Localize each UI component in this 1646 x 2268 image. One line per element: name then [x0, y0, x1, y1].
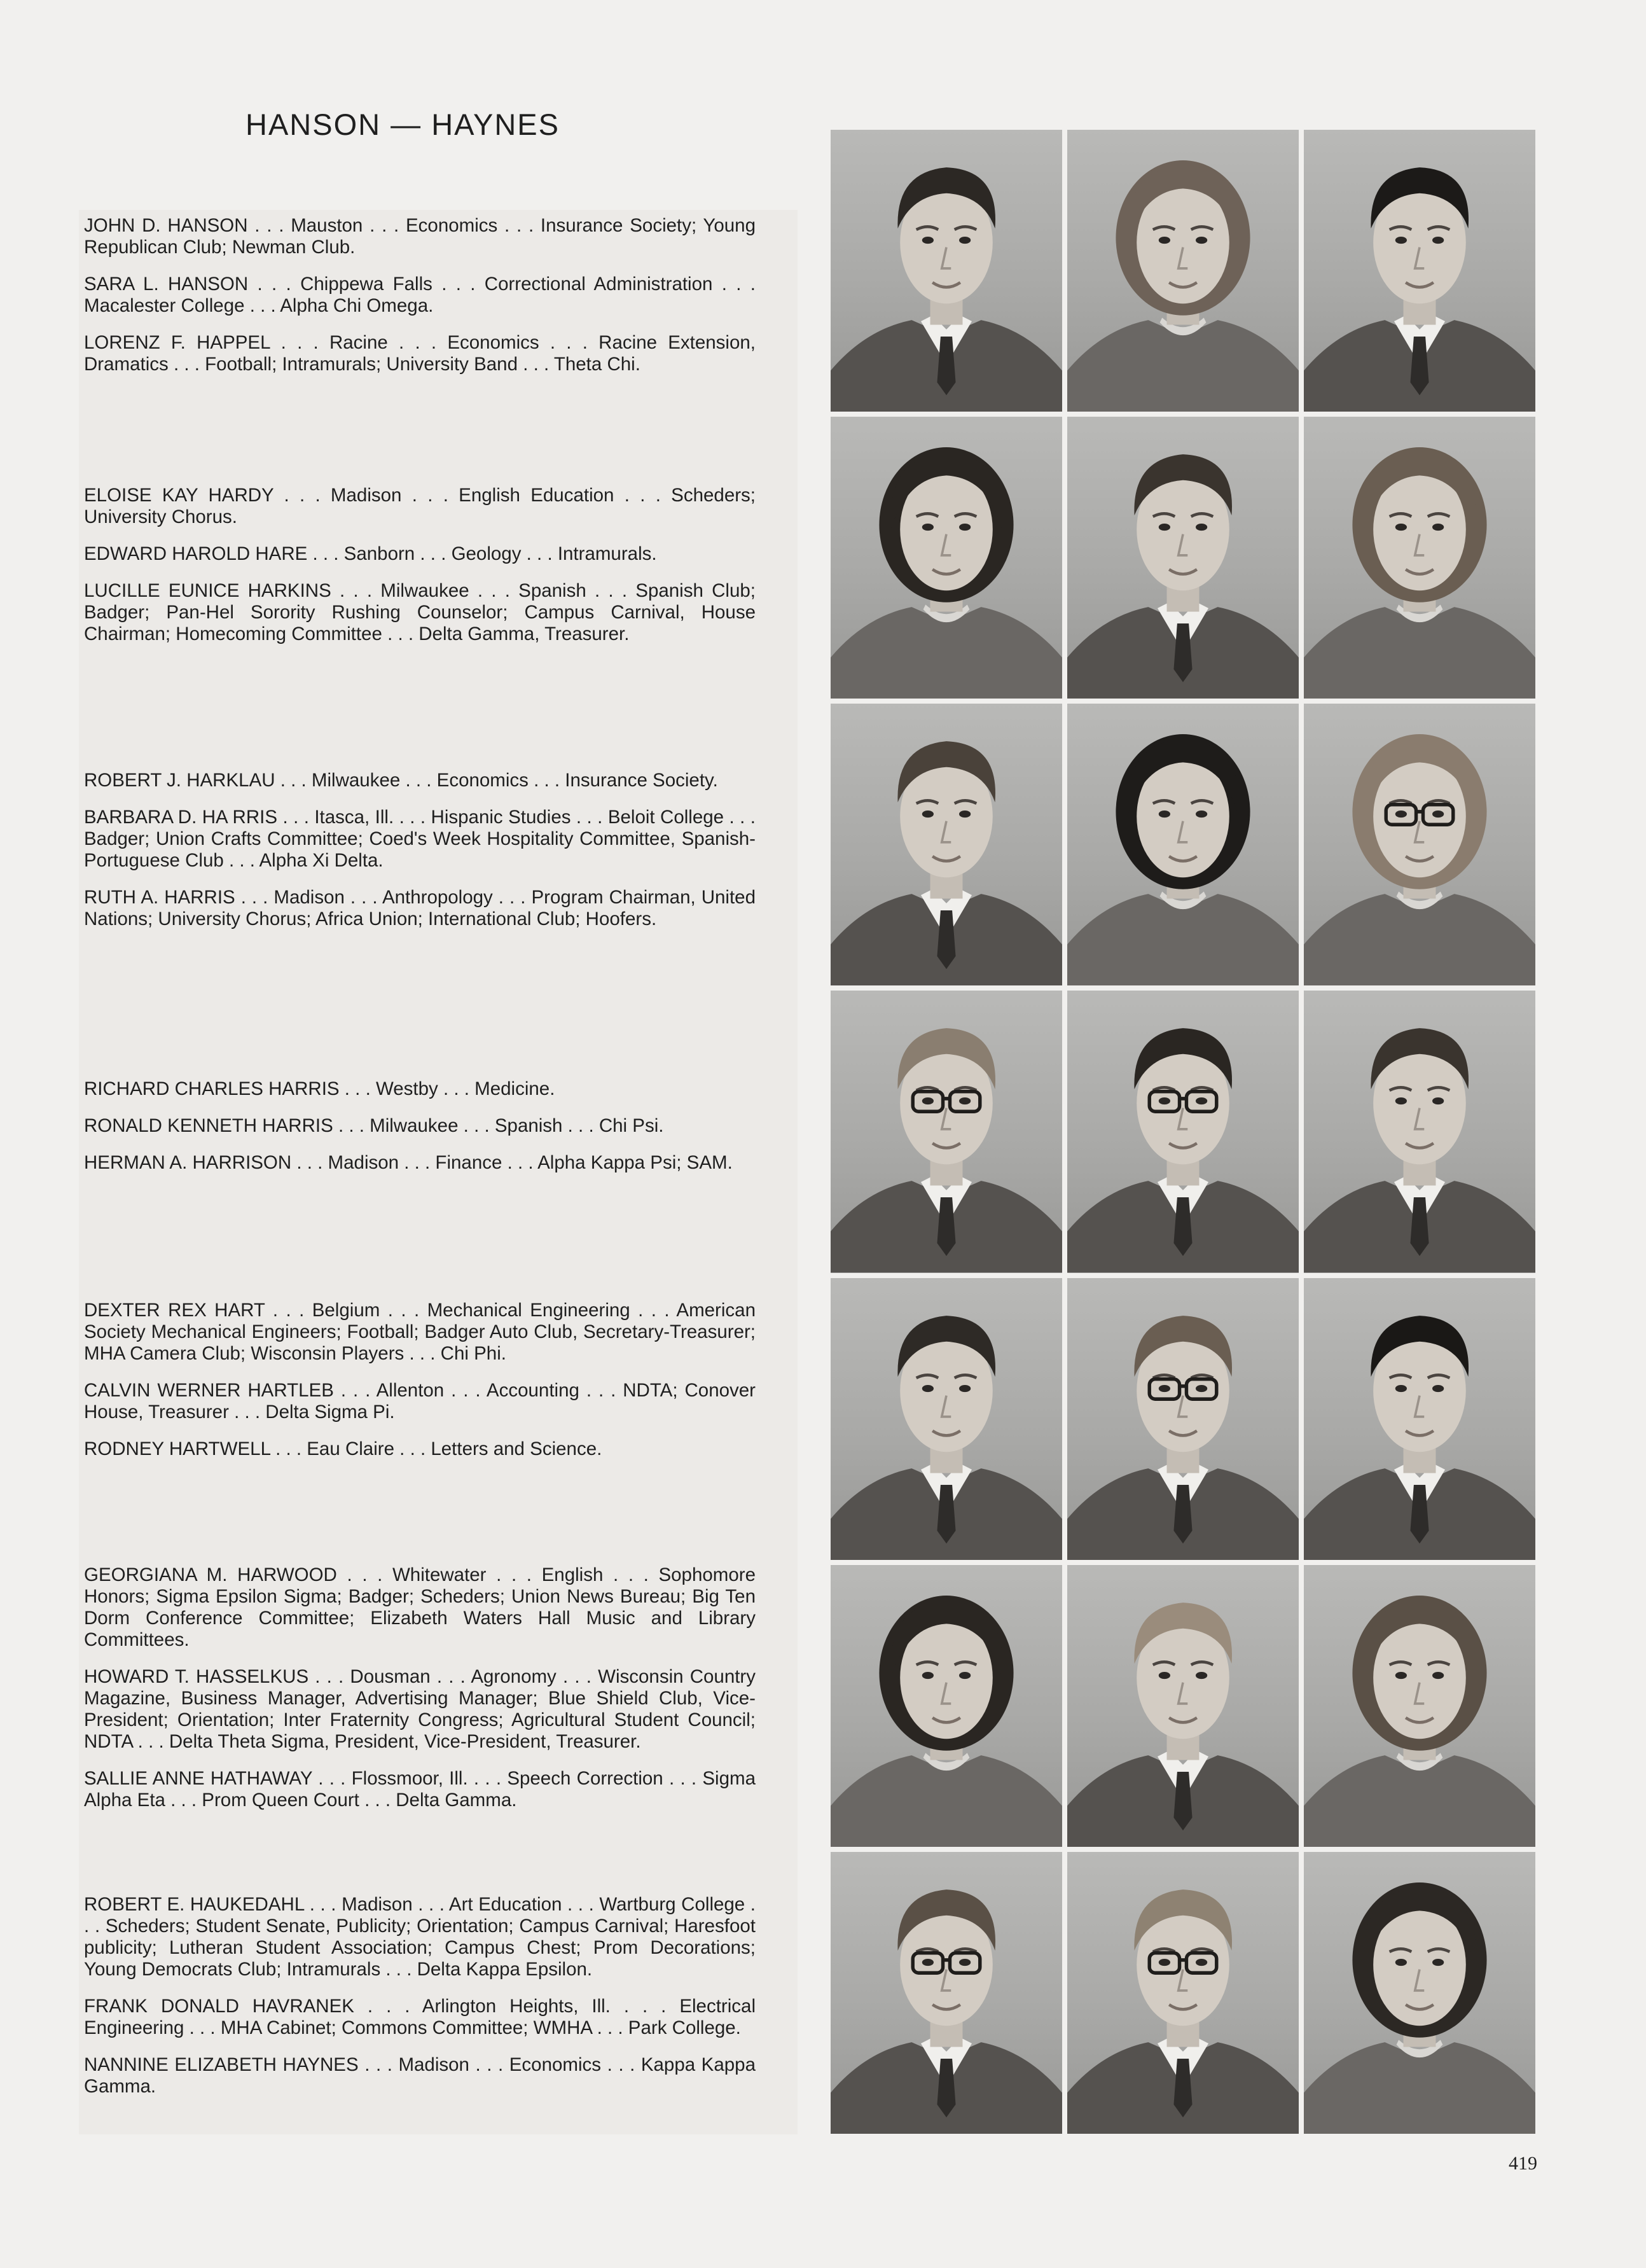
page-number: 419: [1509, 2153, 1537, 2174]
portrait-photo: [1304, 1565, 1535, 1847]
student-entry: LORENZ F. HAPPEL . . . Racine . . . Economics . . . Racine Extension, Dramatics . . . Football; Intramurals; University Band . . . Theta Chi.: [84, 332, 756, 375]
student-entry: DEXTER REX HART . . . Belgium . . . Mechanical Engineering . . . American Society Mechanical Engineers; Football; Badger Auto Club, Secretary-Treasurer; MHA Camera Club; Wisconsin Players . . . Chi Phi.: [84, 1300, 756, 1364]
portrait-photo: [1304, 991, 1535, 1272]
portrait-photo: [831, 1852, 1062, 2134]
student-entry: NANNINE ELIZABETH HAYNES . . . Madison . . . Economics . . . Kappa Kappa Gamma.: [84, 2054, 756, 2097]
portrait-photo: [1304, 417, 1535, 699]
student-entry: RUTH A. HARRIS . . . Madison . . . Anthropology . . . Program Chairman, United Nations; University Chorus; Africa Union; International Club; Hoofers.: [84, 887, 756, 929]
portrait-photo: [1067, 1852, 1299, 2134]
student-entry: LUCILLE EUNICE HARKINS . . . Milwaukee . . . Spanish . . . Spanish Club; Badger; Pan-Hel Sorority Rushing Counselor; Campus Carnival, House Chairman; Homecoming Committee . . . Delta Gamma, Treasurer.: [84, 580, 756, 644]
student-entry: HERMAN A. HARRISON . . . Madison . . . Finance . . . Alpha Kappa Psi; SAM.: [84, 1152, 733, 1173]
entry-group-2: [84, 485, 756, 660]
student-entry: SALLIE ANNE HATHAWAY . . . Flossmoor, Ill. . . . Speech Correction . . . Sigma Alpha Eta . . . Prom Queen Court . . . Delta Gamma.: [84, 1768, 756, 1811]
portrait-photo: [1304, 1278, 1535, 1560]
entry-group-6: [84, 1564, 756, 1826]
student-entry: ROBERT E. HAUKEDAHL . . . Madison . . . Art Education . . . Wartburg College . . . Scheders; Student Senate, Publicity; Orientation; Campus Carnival; Haresfoot publicity; Lutheran Student Association; Campus Chest; Prom Decorations; Young Democrats Club; Intramurals . . . Delta Kappa Epsilon.: [84, 1894, 756, 1980]
entry-group-3: [84, 770, 756, 945]
entry-group-5: [84, 1300, 756, 1475]
student-entry: JOHN D. HANSON . . . Mauston . . . Economics . . . Insurance Society; Young Republican Club; Newman Club.: [84, 215, 756, 258]
portrait-photo: [1067, 417, 1299, 699]
student-entry: BARBARA D. HA RRIS . . . Itasca, Ill. . . . Hispanic Studies . . . Beloit College . . . Badger; Union Crafts Committee; Coed's Week Hospitality Committee, Spanish-Portuguese Club . . . Alpha Xi Delta.: [84, 807, 756, 871]
student-entry: HOWARD T. HASSELKUS . . . Dousman . . . Agronomy . . . Wisconsin Country Magazine, Business Manager, Advertising Manager; Blue Shield Club, Vice-President; Orientation; Inter Fraternity Congress; Agricultural Student Council; NDTA . . . Delta Theta Sigma, President, Vice-President, Treasurer.: [84, 1666, 756, 1752]
student-entry: RONALD KENNETH HARRIS . . . Milwaukee . . . Spanish . . . Chi Psi.: [84, 1115, 664, 1136]
portrait-photo: [831, 1278, 1062, 1560]
student-entry: SARA L. HANSON . . . Chippewa Falls . . . Correctional Administration . . . Macalester College . . . Alpha Chi Omega.: [84, 274, 756, 316]
portrait-photo: [831, 1565, 1062, 1847]
portrait-photo: [1067, 991, 1299, 1272]
student-entry: RICHARD CHARLES HARRIS . . . Westby . . . Medicine.: [84, 1078, 555, 1099]
portrait-photo: [831, 991, 1062, 1272]
entry-group-4: [84, 1078, 756, 1189]
student-entry: GEORGIANA M. HARWOOD . . . Whitewater . . . English . . . Sophomore Honors; Sigma Epsilon Sigma; Badger; Scheders; Union News Bureau; Big Ten Dorm Conference Committee; Elizabeth Waters Hall Music and Library Committees.: [84, 1564, 756, 1650]
page-title: HANSON — HAYNES: [246, 108, 560, 141]
portrait-photo: [1067, 130, 1299, 412]
student-entry: ELOISE KAY HARDY . . . Madison . . . English Education . . . Scheders; University Chorus.: [84, 485, 756, 527]
entry-group-7: [84, 1894, 756, 2113]
student-entry: ROBERT J. HARKLAU . . . Milwaukee . . . Economics . . . Insurance Society.: [84, 770, 718, 791]
portrait-photo: [1067, 704, 1299, 985]
student-entry: RODNEY HARTWELL . . . Eau Claire . . . Letters and Science.: [84, 1438, 602, 1459]
portrait-photo: [1304, 704, 1535, 985]
entry-group-1: [84, 215, 756, 391]
portrait-photo: [831, 417, 1062, 699]
portrait-grid: [831, 130, 1535, 2134]
portrait-photo: [1067, 1565, 1299, 1847]
portrait-photo: [1067, 1278, 1299, 1560]
student-entry: EDWARD HAROLD HARE . . . Sanborn . . . Geology . . . Intramurals.: [84, 543, 657, 564]
portrait-photo: [1304, 1852, 1535, 2134]
student-entry: FRANK DONALD HAVRANEK . . . Arlington Heights, Ill. . . . Electrical Engineering . . . MHA Cabinet; Commons Committee; WMHA . . . Park College.: [84, 1996, 756, 2038]
portrait-photo: [1304, 130, 1535, 412]
portrait-photo: [831, 130, 1062, 412]
student-entry: CALVIN WERNER HARTLEB . . . Allenton . . . Accounting . . . NDTA; Conover House, Treasurer . . . Delta Sigma Pi.: [84, 1380, 756, 1423]
portrait-photo: [831, 704, 1062, 985]
